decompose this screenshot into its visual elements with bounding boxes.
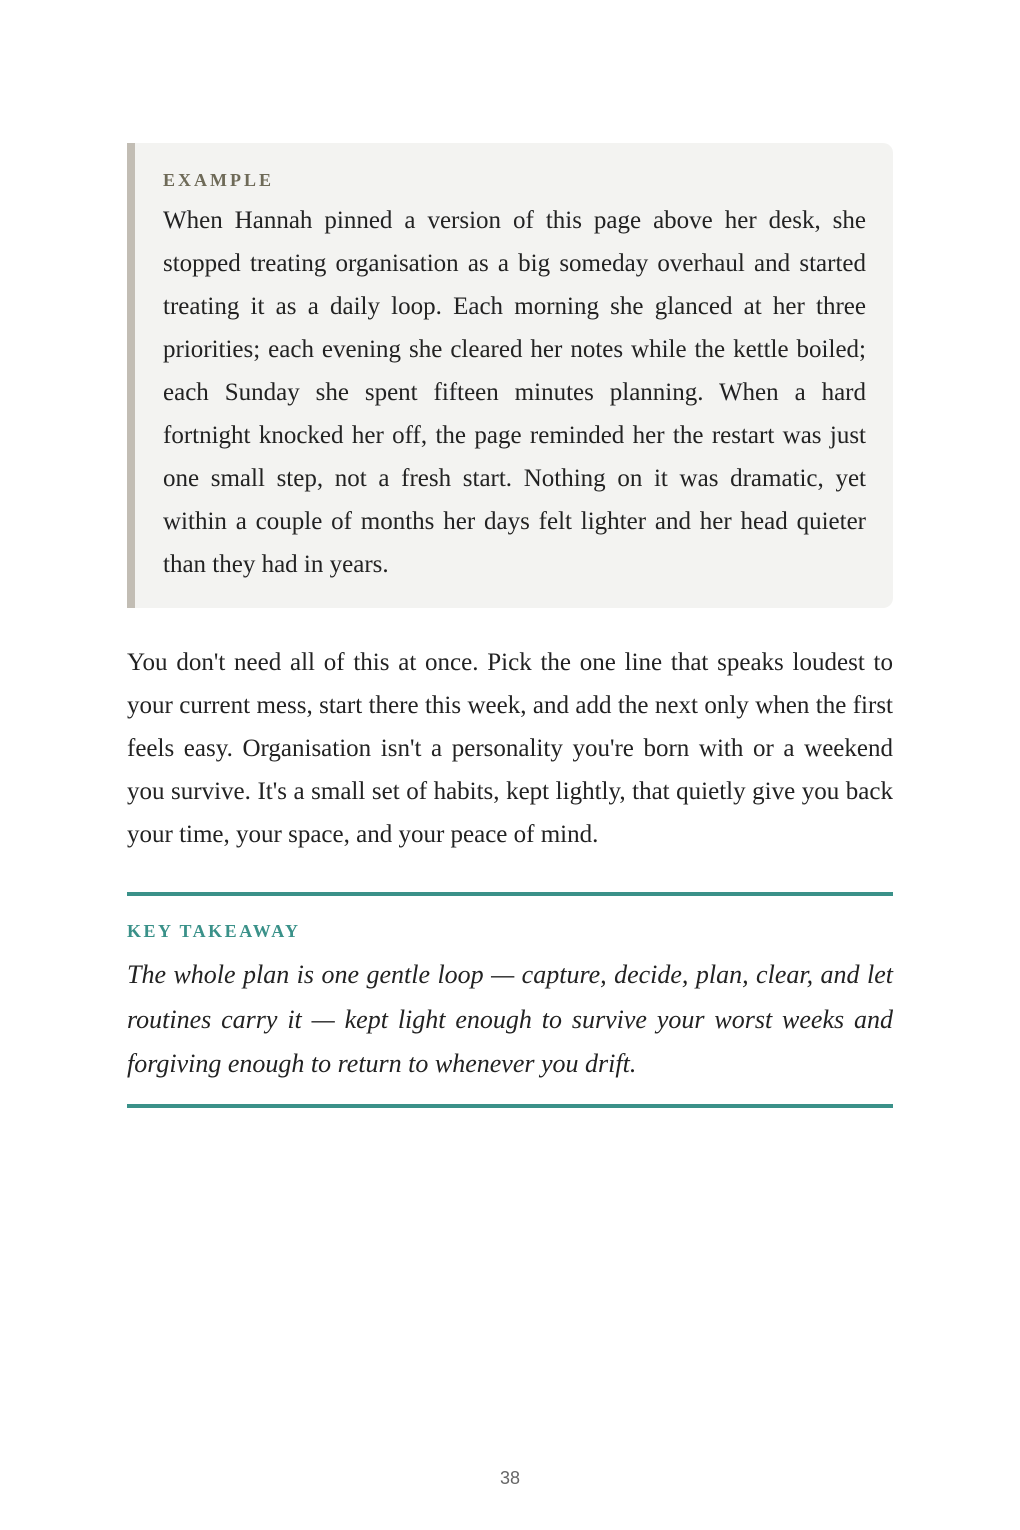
page-content: [127, 143, 893, 1108]
page-number: 38: [499, 1468, 521, 1488]
key-takeaway-label: KEY TAKEAWAY: [127, 921, 301, 941]
key-takeaway-text: The whole plan is one gentle loop — capture, decide, plan, clear, and let routines carry it — kept light enough to survive your worst weeks and forgiving enough to return to whenever you drift.: [127, 960, 893, 1078]
example-callout: [127, 143, 893, 608]
body-paragraph: You don't need all of this at once. Pick the one line that speaks loudest to your current mess, start there this week, and add the next only when the first feels easy. Organisation isn't a personality you're born with or a weekend you survive. It's a small set of habits, kept lightly, that quietly give you back your time, your space, and your peace of mind.: [127, 649, 893, 848]
key-takeaway-box: [127, 892, 893, 1108]
example-text: When Hannah pinned a version of this page above her desk, she stopped treating organisation as a big someday overhaul and started treating it as a daily loop. Each morning she glanced at her three priorities; each evening she cleared her notes while the kettle boiled; each Sunday she spent fifteen minutes planning. When a hard fortnight knocked her off, the page reminded her the restart was just one small step, not a fresh start. Nothing on it was dramatic, yet within a couple of months her days felt lighter and her head quieter than they had in years.: [163, 207, 866, 578]
example-label: EXAMPLE: [163, 170, 274, 190]
